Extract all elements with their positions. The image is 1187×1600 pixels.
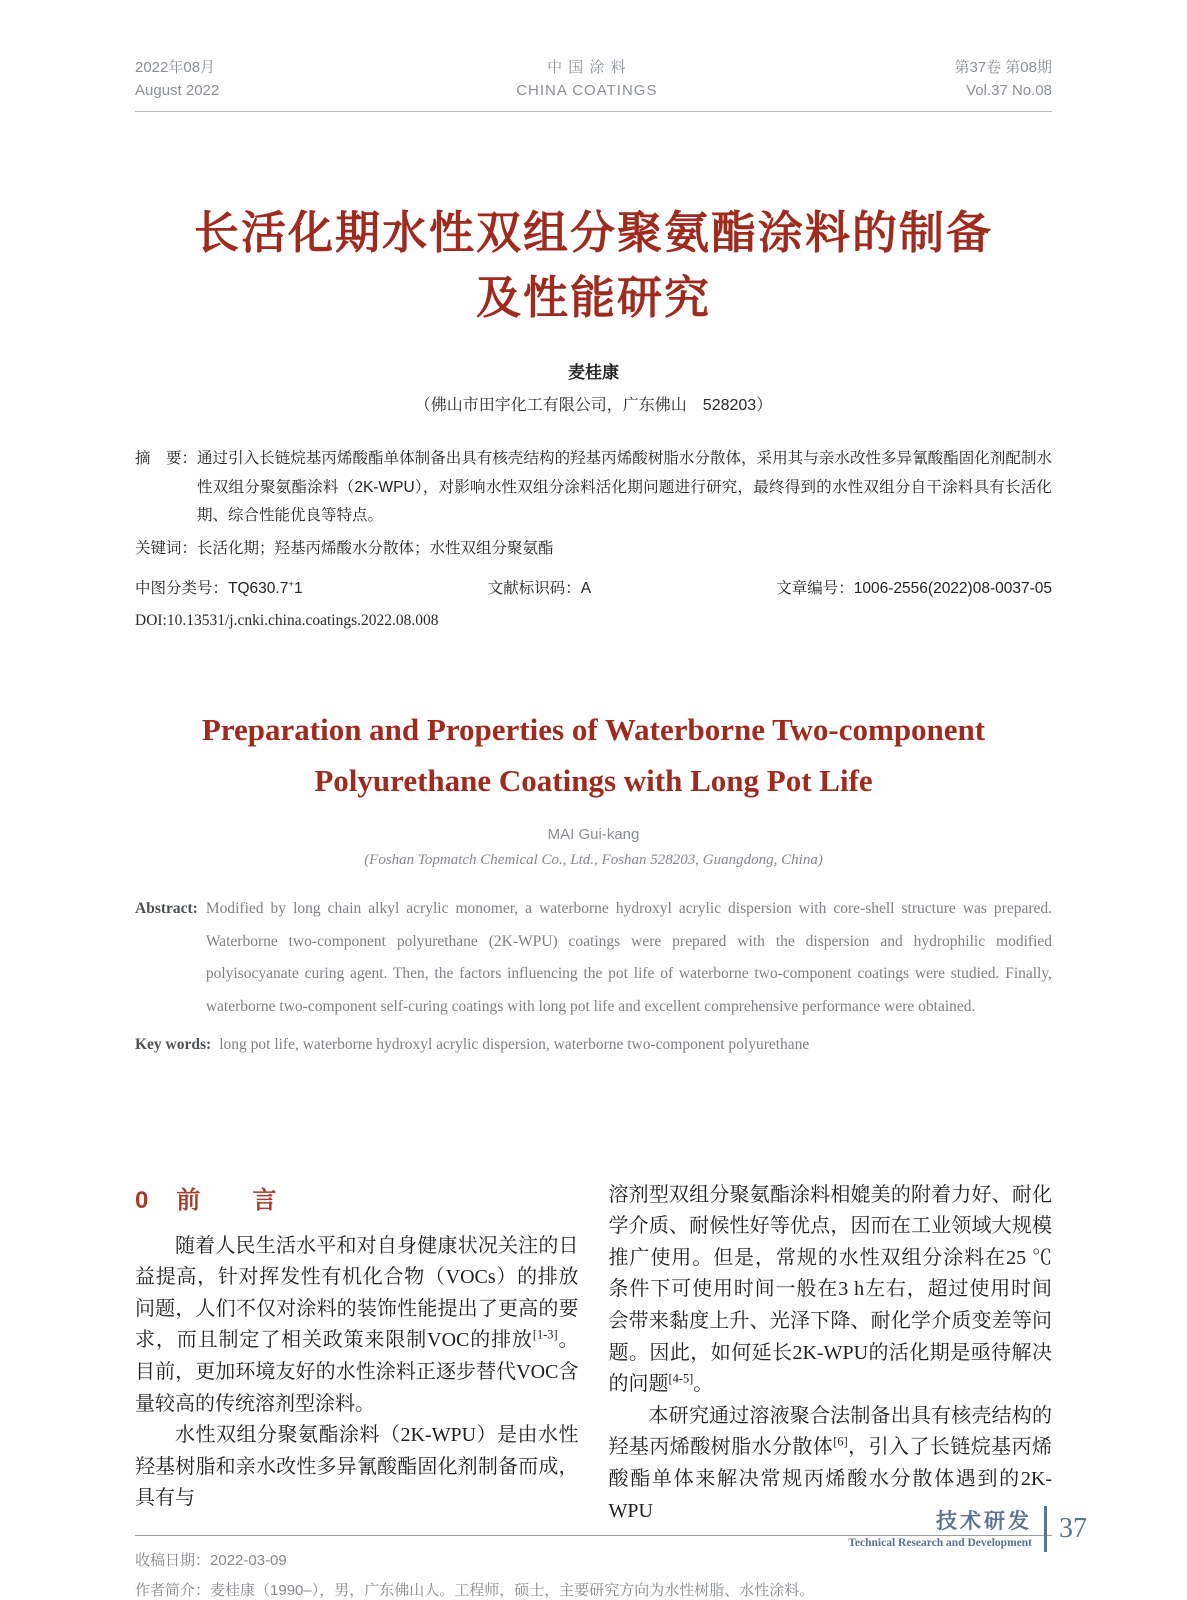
received-date-value: 2022-03-09: [210, 1552, 287, 1570]
abstract-label-en: Abstract:: [135, 899, 198, 917]
body-columns: [135, 1180, 1052, 1528]
received-date-label: 收稿日期：: [135, 1552, 211, 1570]
article-title-cn: [135, 200, 1052, 331]
paragraph-text: 本研究通过溶液聚合法制备出具有核壳结构的羟基丙烯酸树脂水分散体: [608, 1404, 1052, 1459]
article-title-cn-line1: 长活化期水性双组分聚氨酯涂料的制备: [193, 206, 993, 258]
article-title-en-line2: Polyurethane Coatings with Long Pot Life: [314, 762, 873, 798]
document-code: [488, 576, 591, 598]
keywords-cn: [135, 535, 1052, 564]
clc-superscript: +: [288, 578, 294, 590]
header-date: [135, 56, 219, 103]
journal-name-en: CHINA COATINGS: [516, 82, 658, 100]
affiliation-en: (Foshan Topmatch Chemical Co., Ltd., Foshan 528203, Guangdong, China): [364, 851, 823, 868]
keywords-label-en: Key words:: [135, 1036, 212, 1054]
article-title-cn-line2: 及性能研究: [475, 271, 711, 323]
column-marker: [848, 1509, 1044, 1548]
clc-number: [135, 576, 303, 598]
author-bio-label: 作者简介：: [135, 1582, 211, 1600]
section-title: 前 言: [176, 1186, 291, 1214]
body-column-right: [609, 1180, 1053, 1528]
column-name-en: Technical Research and Development: [848, 1536, 1032, 1549]
document-code-value: A: [580, 579, 592, 597]
abstract-label-cn: 摘 要：: [135, 450, 198, 467]
keywords-text-cn: 长活化期；羟基丙烯酸水分散体；水性双组分聚氨酯: [197, 540, 554, 558]
paragraph-text: ，引入了长链烷基丙烯酸酯单体来解决常规丙烯酸水分散体遇到的2K-WPU: [608, 1436, 1053, 1522]
paragraph: [135, 1231, 579, 1421]
clc-tail: 1: [293, 579, 303, 597]
article-title-en: [135, 704, 1052, 806]
ref-citation: [6]: [833, 1434, 848, 1449]
clc-value: TQ630.7: [228, 579, 289, 597]
section-number: 0: [135, 1186, 151, 1214]
header-date-cn: 2022年08月: [135, 59, 216, 76]
paragraph-text: 。目前，更加环境友好的水性涂料正逐步替代VOC含量较高的传统溶剂型涂料。: [135, 1329, 579, 1415]
paragraph-text: 。: [693, 1373, 714, 1396]
clc-label: 中图分类号：: [135, 579, 229, 597]
author-cn: 麦桂康: [568, 363, 619, 382]
article-id: [776, 576, 1052, 598]
abstract-text-cn: 通过引入长链烷基丙烯酸酯单体制备出具有核壳结构的羟基丙烯酸树脂水分散体，采用其与亲水改性多异氰酸酯固化剂配制水性双组分聚氨酯涂料（2K-WPU），对影响水性双组分涂料活化期问题进行研究，最终得到的水性双组分自干涂料具有长活化期、综合性能优良等特点。: [197, 450, 1052, 525]
paragraph-text: 溶剂型双组分聚氨酯涂料相媲美的附着力好、耐化学介质、耐候性好等优点，因而在工业领域大规模推广使用。但是，常规的水性双组分涂料在25 ℃条件下可使用时间一般在3 h左右，超过使用时间会带来黏度上升、光泽下降、耐化学介质变差等问题。因此，如何延长2K-WPU的活化期是亟待解决的问题: [608, 1183, 1052, 1396]
affiliation-cn: （佛山市田宇化工有限公司，广东佛山 528203）: [414, 397, 773, 414]
keywords-text-en: long pot life, waterborne hydroxyl acrylic dispersion, waterborne two-component polyurethane: [219, 1036, 810, 1054]
paragraph: [609, 1180, 1053, 1401]
keywords-en: [135, 1029, 1052, 1062]
author-bio-text: 麦桂康（1990–），男，广东佛山人。工程师，硕士，主要研究方向为水性树脂、水性涂料。: [210, 1582, 815, 1600]
ref-citation: [1-3]: [532, 1327, 558, 1342]
header-journal-name: [516, 56, 657, 103]
paragraph-text: 随着人民生活水平和对自身健康状况关注的日益提高，针对挥发性有机化合物（VOCs）的排放问题，人们不仅对涂料的装饰性能提出了更高的要求，而且制定了相关政策来限制VOC的排放: [135, 1234, 579, 1352]
issue-en: Vol.37 No.08: [966, 82, 1052, 100]
article-title-en-line1: Preparation and Properties of Waterborne Two-component: [201, 711, 986, 747]
paragraph: [135, 1420, 579, 1515]
article-id-label: 文章编号：: [776, 579, 854, 597]
document-code-label: 文献标识码：: [487, 579, 581, 597]
abstract-en: [135, 893, 1052, 1023]
journal-name-cn: 中 国 涂 料: [547, 59, 627, 76]
header-date-en: August 2022: [135, 82, 220, 100]
article-id-value: 1006-2556(2022)08-0037-05: [853, 579, 1052, 597]
doi: DOI:10.13531/j.cnki.china.coatings.2022.08.008: [135, 611, 439, 629]
page-footer: [848, 1506, 1087, 1552]
page-number: 37: [1059, 1513, 1087, 1544]
column-name-cn: 技术研发: [936, 1510, 1032, 1534]
author-bio-line: [135, 1576, 1052, 1600]
section-heading-0: [135, 1180, 579, 1215]
keywords-label-cn: 关键词：: [135, 540, 198, 558]
body-column-left: [135, 1180, 579, 1528]
journal-header: [135, 56, 1052, 112]
classification-row: [135, 576, 1052, 598]
abstract-text-en: Modified by long chain alkyl acrylic monomer, a waterborne hydroxyl acrylic dispersion with core-shell structure was prepared. Waterborne two-component polyurethane (2K-WPU) coatings were prepared with the dispersion and hydrophilic modified polyisocyanate curing agent. Then, the factors influencing the pot life of waterborne two-component coatings were studied. Finally, waterborne two-component self-curing coatings with long pot life and excellent comprehensive performance were obtained.: [205, 899, 1052, 1015]
issue-cn: 第37卷 第08期: [954, 59, 1052, 76]
ref-citation: [4-5]: [668, 1371, 694, 1386]
abstract-cn: [135, 445, 1052, 531]
author-en: MAI Gui-kang: [547, 825, 640, 843]
paragraph-text: 水性双组分聚氨酯涂料（2K-WPU）是由水性羟基树脂和亲水改性多异氰酸酯固化剂制备而成，具有与: [135, 1424, 579, 1510]
header-issue: [954, 56, 1052, 103]
